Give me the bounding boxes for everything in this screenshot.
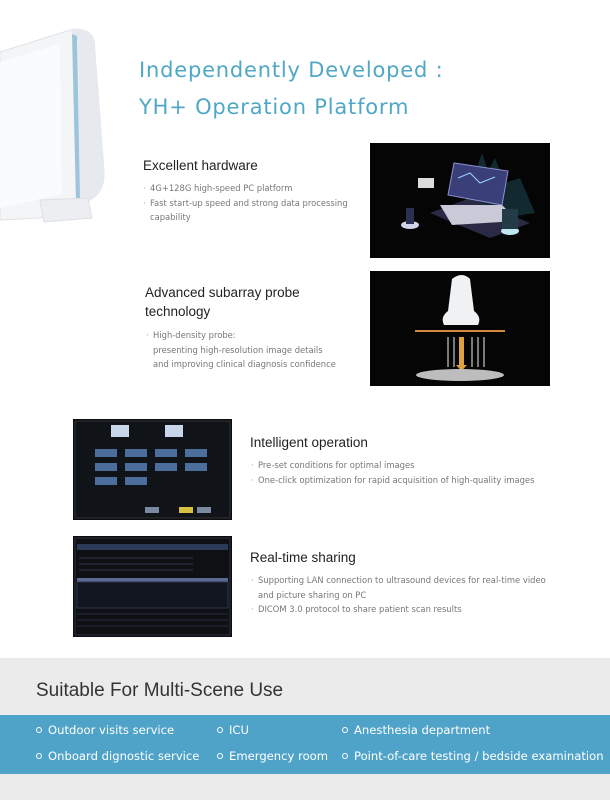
scene-item — [342, 749, 604, 763]
sharing-bullet: · Supporting LAN connection to ultrasound devices for real-time video — [251, 573, 546, 588]
scene-item — [36, 749, 199, 763]
scenes-title: Suitable For Multi-Scene Use — [36, 680, 284, 701]
probe-bullet: · High-density probe: — [146, 328, 336, 343]
probe-title — [145, 283, 300, 321]
probe-image — [370, 271, 550, 386]
ultrasound-device-image — [0, 22, 108, 232]
operation-title: Intelligent operation — [250, 435, 368, 450]
operation-bullet: · One-click optimization for rapid acquisition of high-quality images — [251, 473, 534, 488]
circle-bullet-icon — [217, 753, 223, 759]
circle-bullet-icon — [217, 727, 223, 733]
probe-bullet-continued: and improving clinical diagnosis confidence — [153, 359, 336, 369]
scene-item — [36, 723, 174, 737]
circle-bullet-icon — [342, 727, 348, 733]
probe-title-line: Advanced subarray probe — [145, 285, 300, 300]
scene-item — [342, 723, 490, 737]
probe-bullets — [146, 328, 336, 372]
probe-bullet-continued: presenting high-resolution image details — [153, 344, 323, 355]
scene-item — [217, 723, 249, 737]
operation-screen-image — [73, 419, 232, 520]
hardware-bullet: · Fast start-up speed and strong data processing — [143, 196, 348, 211]
operation-bullet: · Pre-set conditions for optimal images — [251, 458, 534, 473]
scene-label: Outdoor visits service — [48, 723, 175, 737]
hardware-title: Excellent hardware — [143, 158, 258, 173]
headline-line-2: YH+ Operation Platform — [139, 95, 410, 119]
scene-label: Onboard dignostic service — [48, 749, 200, 763]
scene-item — [217, 749, 328, 763]
operation-bullets — [251, 458, 534, 487]
sharing-bullet: · DICOM 3.0 protocol to share patient scan results — [251, 602, 546, 617]
hardware-bullet-continued: capability — [150, 212, 191, 222]
probe-title-line: technology — [145, 304, 211, 319]
headline-line-1: Independently Developed : — [139, 58, 444, 82]
scene-label: Anesthesia department — [354, 723, 491, 737]
sharing-title: Real-time sharing — [250, 550, 356, 565]
sharing-screen-image — [73, 536, 232, 637]
scene-label: Emergency room — [229, 749, 329, 763]
scene-label: ICU — [229, 723, 250, 737]
sharing-bullet-continued: and picture sharing on PC — [258, 589, 367, 600]
circle-bullet-icon — [36, 753, 42, 759]
sharing-bullets — [251, 573, 546, 617]
circle-bullet-icon — [342, 753, 348, 759]
scene-label: Point-of-care testing / bedside examination — [354, 749, 604, 763]
hardware-bullets — [143, 181, 348, 225]
hardware-image — [370, 143, 550, 258]
hardware-bullet: · 4G+128G high-speed PC platform — [143, 181, 348, 196]
circle-bullet-icon — [36, 727, 42, 733]
